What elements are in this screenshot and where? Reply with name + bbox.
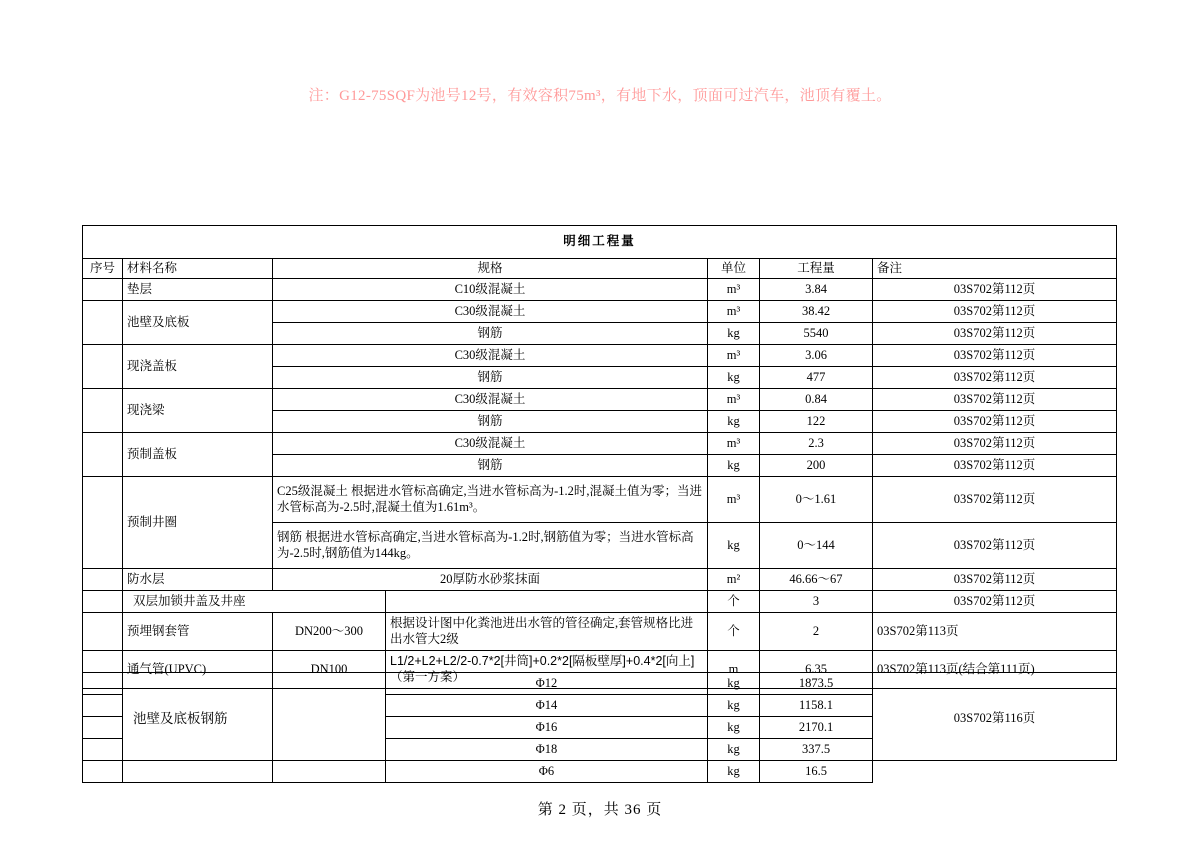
table-row: [83, 761, 1117, 783]
note-text: 注：G12-75SQF为池号12号，有效容积75m³，有地下水，顶面可过汽车，池顶有覆土。: [308, 88, 892, 104]
cell-unit: kg: [708, 523, 760, 569]
header-material: 材料名称: [123, 259, 273, 279]
cell-seq: [83, 279, 123, 301]
cell-quantity: 1158.1: [760, 695, 873, 717]
table-row-wellring-concrete: [83, 477, 1117, 523]
cell-spec: C30级混凝土: [273, 389, 708, 411]
header-spec: 规格: [273, 259, 708, 279]
cell-material: 现浇盖板: [123, 345, 273, 389]
cell-unit: kg: [708, 323, 760, 345]
cell-spec-a: DN200～300: [273, 613, 386, 651]
header-seq: 序号: [83, 259, 123, 279]
cell-material: 池壁及底板钢筋: [123, 673, 273, 761]
table-header-row: [83, 259, 1117, 279]
cell-spec: 钢筋: [273, 367, 708, 389]
cell-seq: [83, 477, 123, 569]
cell-quantity: 200: [760, 455, 873, 477]
cell-remark: 03S702第112页: [873, 455, 1117, 477]
cell-material: 预制井圈: [123, 477, 273, 569]
cell-seq: [83, 739, 123, 761]
cell-remark: 03S702第112页: [873, 591, 1117, 613]
cell-spec: C25级混凝土 根据进水管标高确定,当进水管标高为-1.2时,混凝土值为零；当进水管标高为-2.5时,混凝土值为1.61m³。: [273, 477, 708, 523]
cell-unit: kg: [708, 411, 760, 433]
cell-remark: 03S702第112页: [873, 389, 1117, 411]
cell-spec-a: [273, 673, 386, 761]
cell-quantity: 2: [760, 613, 873, 651]
page-title: 明细工程量: [83, 226, 1117, 259]
cell-unit: m³: [708, 477, 760, 523]
cell-spec: C10级混凝土: [273, 279, 708, 301]
header-remark: 备注: [873, 259, 1117, 279]
cell-quantity: 337.5: [760, 739, 873, 761]
cell-unit: m³: [708, 433, 760, 455]
cell-remark: 03S702第112页: [873, 411, 1117, 433]
page-footer: 第 2 页，共 36 页: [537, 802, 663, 818]
cell-spec: 钢筋: [273, 411, 708, 433]
rebar-table-container: [82, 672, 1116, 783]
cell-spec-a: [273, 761, 386, 783]
cell-spec: C30级混凝土: [273, 301, 708, 323]
cell-spec-b: L1/2+L2+L2/2-0.7*2[井筒]+0.2*2[隔板壁厚]+0.4*2[向上] （第一方案）: [386, 651, 708, 689]
cell-spec: Φ12: [386, 673, 708, 695]
cell-material: 防水层: [123, 569, 273, 591]
cell-unit: 个: [708, 591, 760, 613]
cell-quantity: 16.5: [760, 761, 873, 783]
cell-spec: Φ14: [386, 695, 708, 717]
cell-seq: [83, 345, 123, 389]
table-row: [83, 279, 1117, 301]
cell-unit: m: [708, 651, 760, 689]
cell-spec: [386, 591, 708, 613]
cell-material: [123, 761, 273, 783]
cell-unit: 个: [708, 613, 760, 651]
cell-quantity: 1873.5: [760, 673, 873, 695]
cell-unit: m²: [708, 569, 760, 591]
table-row-manhole: [83, 591, 1117, 613]
cell-remark: 03S702第112页: [873, 301, 1117, 323]
cell-material: 垫层: [123, 279, 273, 301]
cell-seq: [83, 389, 123, 433]
cell-remark: 03S702第113页: [873, 613, 1117, 651]
cell-unit: kg: [708, 455, 760, 477]
cell-spec: 钢筋: [273, 323, 708, 345]
cell-quantity: 0～144: [760, 523, 873, 569]
cell-seq: [83, 301, 123, 345]
cell-quantity: 3.84: [760, 279, 873, 301]
table-title-row: [83, 226, 1117, 259]
cell-spec-b: 根据设计图中化粪池进出水管的管径确定,套管规格比进出水管大2级: [386, 613, 708, 651]
cell-spec: 20厚防水砂浆抹面: [273, 569, 708, 591]
cell-spec: 钢筋 根据进水管标高确定,当进水管标高为-1.2时,钢筋值为零；当进水管标高为-2.5时,钢筋值为144kg。: [273, 523, 708, 569]
cell-remark: 03S702第116页: [873, 673, 1117, 761]
cell-seq: [83, 433, 123, 477]
table-row: [83, 345, 1117, 367]
cell-spec: Φ6: [386, 761, 708, 783]
table-row: [83, 673, 1117, 695]
cell-seq: [83, 591, 123, 613]
cell-material: 预制盖板: [123, 433, 273, 477]
cell-spec-a: DN100: [273, 651, 386, 689]
table-row-sleeve: [83, 613, 1117, 651]
cell-spec: C30级混凝土: [273, 345, 708, 367]
cell-remark: 03S702第112页: [873, 367, 1117, 389]
cell-unit: m³: [708, 301, 760, 323]
cell-spec: C30级混凝土: [273, 433, 708, 455]
cell-quantity: 2.3: [760, 433, 873, 455]
cell-seq: [83, 673, 123, 695]
cell-quantity: 5540: [760, 323, 873, 345]
cell-unit: kg: [708, 673, 760, 695]
quantity-table: [82, 225, 1117, 689]
cell-spec: Φ18: [386, 739, 708, 761]
cell-unit: kg: [708, 367, 760, 389]
cell-unit: m³: [708, 389, 760, 411]
cell-quantity: 0.84: [760, 389, 873, 411]
cell-quantity: 0～1.61: [760, 477, 873, 523]
cell-quantity: 3.06: [760, 345, 873, 367]
cell-quantity: 2170.1: [760, 717, 873, 739]
cell-seq: [83, 569, 123, 591]
cell-unit: kg: [708, 695, 760, 717]
table-row: [83, 301, 1117, 323]
rebar-table: [82, 672, 1117, 783]
cell-spec: 钢筋: [273, 455, 708, 477]
cell-remark: 03S702第112页: [873, 523, 1117, 569]
cell-quantity: 3: [760, 591, 873, 613]
cell-remark: 03S702第112页: [873, 433, 1117, 455]
cell-spec: Φ16: [386, 717, 708, 739]
cell-unit: kg: [708, 717, 760, 739]
cell-seq: [83, 695, 123, 717]
cell-unit: kg: [708, 739, 760, 761]
table-row-waterproof: [83, 569, 1117, 591]
cell-quantity: 38.42: [760, 301, 873, 323]
cell-quantity: 477: [760, 367, 873, 389]
cell-unit: kg: [708, 761, 760, 783]
table-row: [83, 389, 1117, 411]
header-unit: 单位: [708, 259, 760, 279]
cell-material: 池壁及底板: [123, 301, 273, 345]
cell-seq: [83, 761, 123, 783]
cell-quantity: 122: [760, 411, 873, 433]
cell-remark: 03S702第113页(结合第111页): [873, 651, 1117, 689]
cell-remark: 03S702第112页: [873, 323, 1117, 345]
header-quantity: 工程量: [760, 259, 873, 279]
cell-unit: m³: [708, 345, 760, 367]
cell-remark: [873, 761, 1117, 783]
cell-material: 现浇梁: [123, 389, 273, 433]
cell-remark: 03S702第112页: [873, 345, 1117, 367]
cell-material: 双层加锁井盖及井座: [123, 591, 386, 613]
cell-seq: [83, 613, 123, 651]
cell-remark: 03S702第112页: [873, 569, 1117, 591]
cell-unit: m³: [708, 279, 760, 301]
cell-remark: 03S702第112页: [873, 477, 1117, 523]
cell-quantity: 6.35: [760, 651, 873, 689]
table-row: [83, 433, 1117, 455]
cell-quantity: 46.66～67: [760, 569, 873, 591]
cell-seq: [83, 717, 123, 739]
cell-material: 预埋钢套管: [123, 613, 273, 651]
cell-remark: 03S702第112页: [873, 279, 1117, 301]
cell-material: 通气管(UPVC): [123, 651, 273, 689]
quantity-table-container: [82, 225, 1116, 689]
